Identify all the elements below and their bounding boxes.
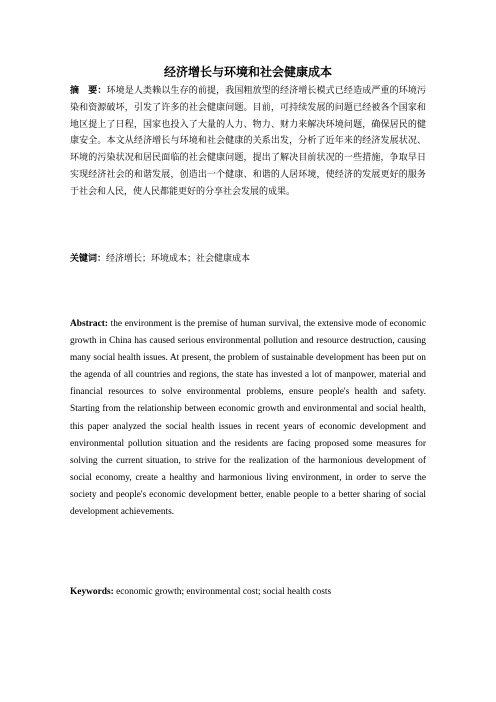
english-abstract-text: the environment is the premise of human survival, the extensive mode of economic growth in China has caused serious environmental pollution and resource destruction, causing many social health issues. At present, the problem of sustainable development has been put on the agenda of all countries and regions, the state has invested a lot of manpower, material and financial resources to solve environmental problems, ensure people's health and safety. Starting from the relationship between economic growth and environmental and social health, this paper analyzed the social health issues in recent years of economic development and environmental pollution situation and the residents are facing proposed some measures for solving the current situation, to strive for the realization of the harmonious development of social economy, create a healthy and harmonious living environment, in order to serve the society and people's economic development better, enable people to a better sharing of social development achievements.	[70, 319, 426, 518]
chinese-keywords-text: 经济增长；环境成本；社会健康成本	[106, 254, 251, 264]
chinese-keywords	[70, 251, 426, 267]
document-title: 经济增长与环境和社会健康成本	[163, 65, 332, 79]
english-keywords-text: economic growth; environmental cost; social health costs	[113, 587, 332, 597]
chinese-abstract-label: 摘 要：	[70, 86, 107, 96]
english-abstract	[70, 316, 426, 521]
english-keywords	[70, 584, 426, 600]
english-keywords-label: Keywords:	[70, 587, 114, 597]
english-abstract-label: Abstract:	[70, 319, 109, 329]
chinese-keywords-label: 关键词：	[70, 254, 107, 264]
chinese-abstract-text: 环境是人类赖以生存的前提，我国粗放型的经济增长模式已经造成严重的环境污染和资源破坏，引发了许多的社会健康问题。目前，可持续发展的问题已经被各个国家和地区提上了日程，国家也投入了大量的人力、物力、财力来解决环境问题，确保居民的健康安全。本文从经济增长与环境和社会健康的关系出发，分析了近年来的经济发展状况、环境的污染状况和居民面临的社会健康问题，提出了解决目前状况的一些措施，争取早日实现经济社会的和谐发展，创造出一个健康、和谐的人居环境，使经济的发展更好的服务于社会和人民，使人民都能更好的分享社会发展的成果。	[70, 86, 426, 197]
chinese-abstract	[70, 83, 426, 201]
